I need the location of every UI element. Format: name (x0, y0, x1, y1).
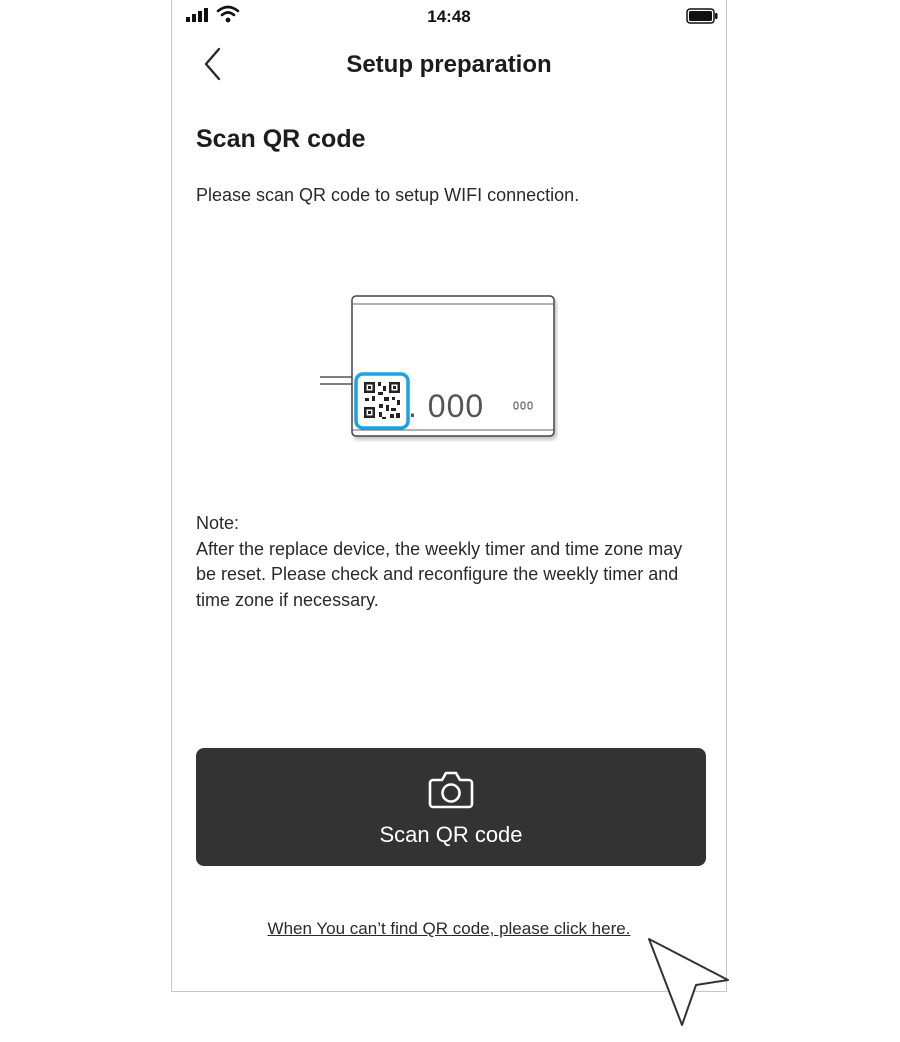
note-block (196, 511, 696, 613)
indicator-lights (514, 402, 532, 409)
note-text: After the replace device, the weekly timer and time zone may be reset. Please check and reconfigure the weekly timer and time zone if necessary. (196, 538, 683, 610)
phone-screen (171, 0, 727, 992)
camera-icon (427, 768, 475, 810)
status-time: 14:48 (427, 7, 471, 26)
battery-icon (686, 8, 718, 24)
page-title: Setup preparation (346, 51, 552, 78)
device-display-text: . 000 (408, 388, 485, 424)
instruction-text: Please scan QR code to setup WIFI connection. (196, 185, 580, 205)
section-heading: Scan QR code (196, 125, 366, 153)
note-label: Note: (196, 513, 240, 533)
scan-button-label: Scan QR code (379, 822, 523, 847)
scan-qr-code-button[interactable] (196, 748, 706, 866)
status-bar (172, 0, 726, 34)
qr-code-icon (356, 374, 408, 428)
device-qr-location-illustration (318, 292, 558, 442)
cant-find-qr-link[interactable]: When You can’t find QR code, please click here. (267, 919, 631, 938)
mouse-pointer-icon (646, 936, 732, 1028)
